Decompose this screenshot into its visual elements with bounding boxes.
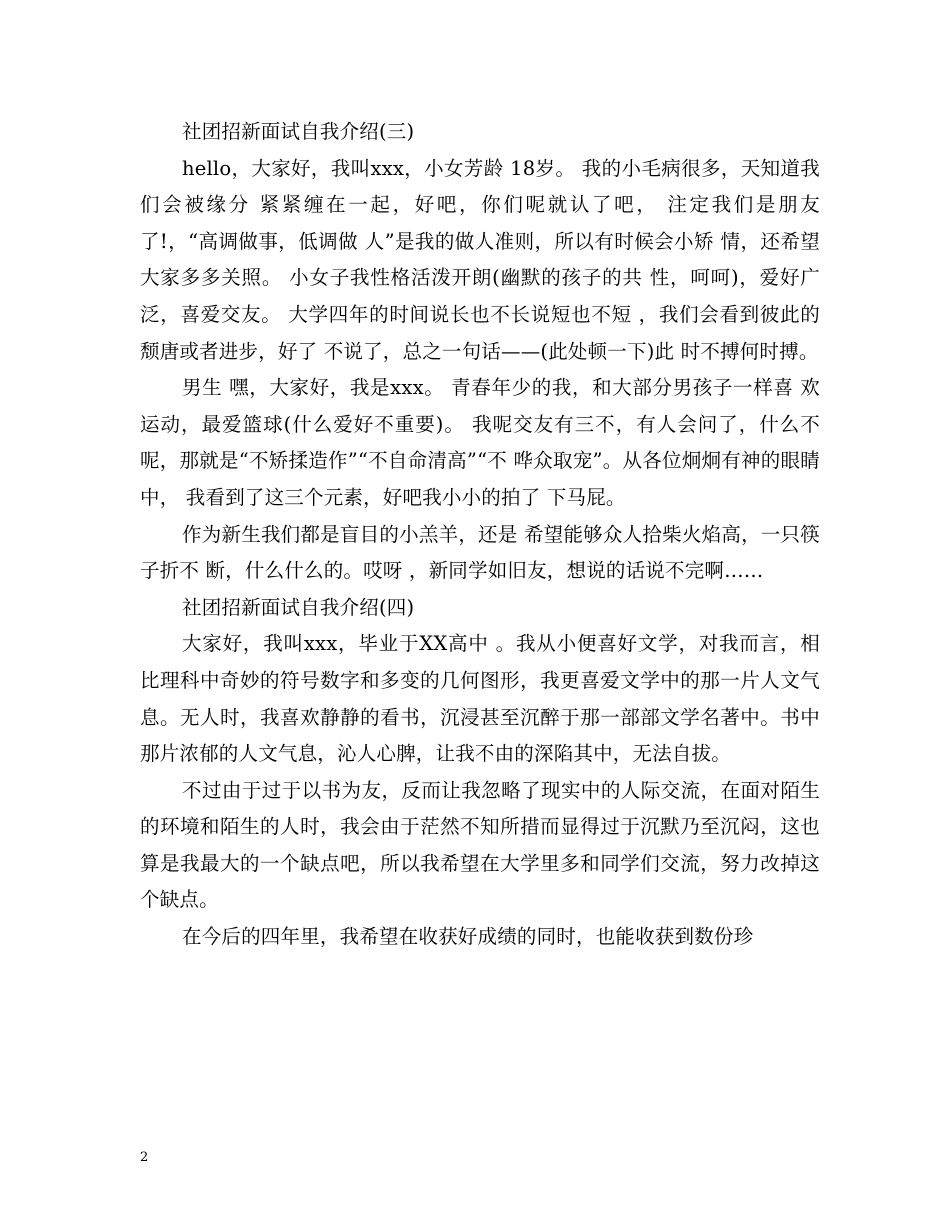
paragraph-female-intro: hello，大家好，我叫xxx，小女芳龄 18岁。 我的小毛病很多，天知道我们会被缘分 紧紧缠在一起，好吧，你们呢就认了吧， 注定我们是朋友了!，“高调做事，低调做 人”是我的做人准则，所以有时候会小矫 情，还希望大家多多关照。 小女子我性格活泼开朗(幽默的孩子的共 性，呵呵)，爱好广泛，喜爱交友。 大学四年的时间说长也不长说短也不短 ，我们会看到彼此的颓唐或者进步，好了 不说了，总之一句话——(此处顿一下)此 时不搏何时搏。 [140,156,820,363]
page-number: 2 [140,1150,149,1165]
section-title-3: 社团招新面试自我介绍(三) [182,120,415,143]
paragraph-male-intro: 男生 嘿，大家好，我是xxx。 青春年少的我，和大部分男孩子一样喜 欢运动，最爱篮球(什么爱好不重要)。 我呢交友有三不，有人会问了，什么不 呢，那就是“不矫揉造作”“不自命清高”“不 哗众取宠”。从各位炯炯有神的眼睛中， 我看到了这三个元素，好吧我小小的拍了 下马屁。 [140,376,820,509]
paragraph-future-plans: 在今后的四年里，我希望在收获好成绩的同时，也能收获到数份珍 [182,925,754,949]
section-title-4: 社团招新面试自我介绍(四) [182,595,415,619]
paragraph-literature-intro: 大家好，我叫xxx，毕业于XX高中 。我从小便喜好文学，对我而言，相比理科中奇妙的符号数字和多变的几何图形，我更喜爱文学中的那一片人文气息。无人时，我喜欢静静的看书，沉浸甚至沉醉于那一部部文学名著中。书中那片浓郁的人文气息，沁人心脾，让我不由的深陷其中，无法自拔。 [140,632,820,766]
paragraph-freshman-closing: 作为新生我们都是盲目的小羔羊，还是 希望能够众人拾柴火焰高，一只筷子折不 断，什么什么的。哎呀 ，新同学如旧友，想说的话说不完啊…… [140,522,820,583]
paragraph-shortcoming: 不过由于过于以书为友，反而让我忽略了现实中的人际交流，在面对陌生的环境和陌生的人时，我会由于茫然不知所措而显得过于沉默乃至沉闷，这也算是我最大的一个缺点吧，所以我希望在大学里多和同学们交流，努力改掉这个缺点。 [140,778,820,912]
document-body [140,114,820,956]
